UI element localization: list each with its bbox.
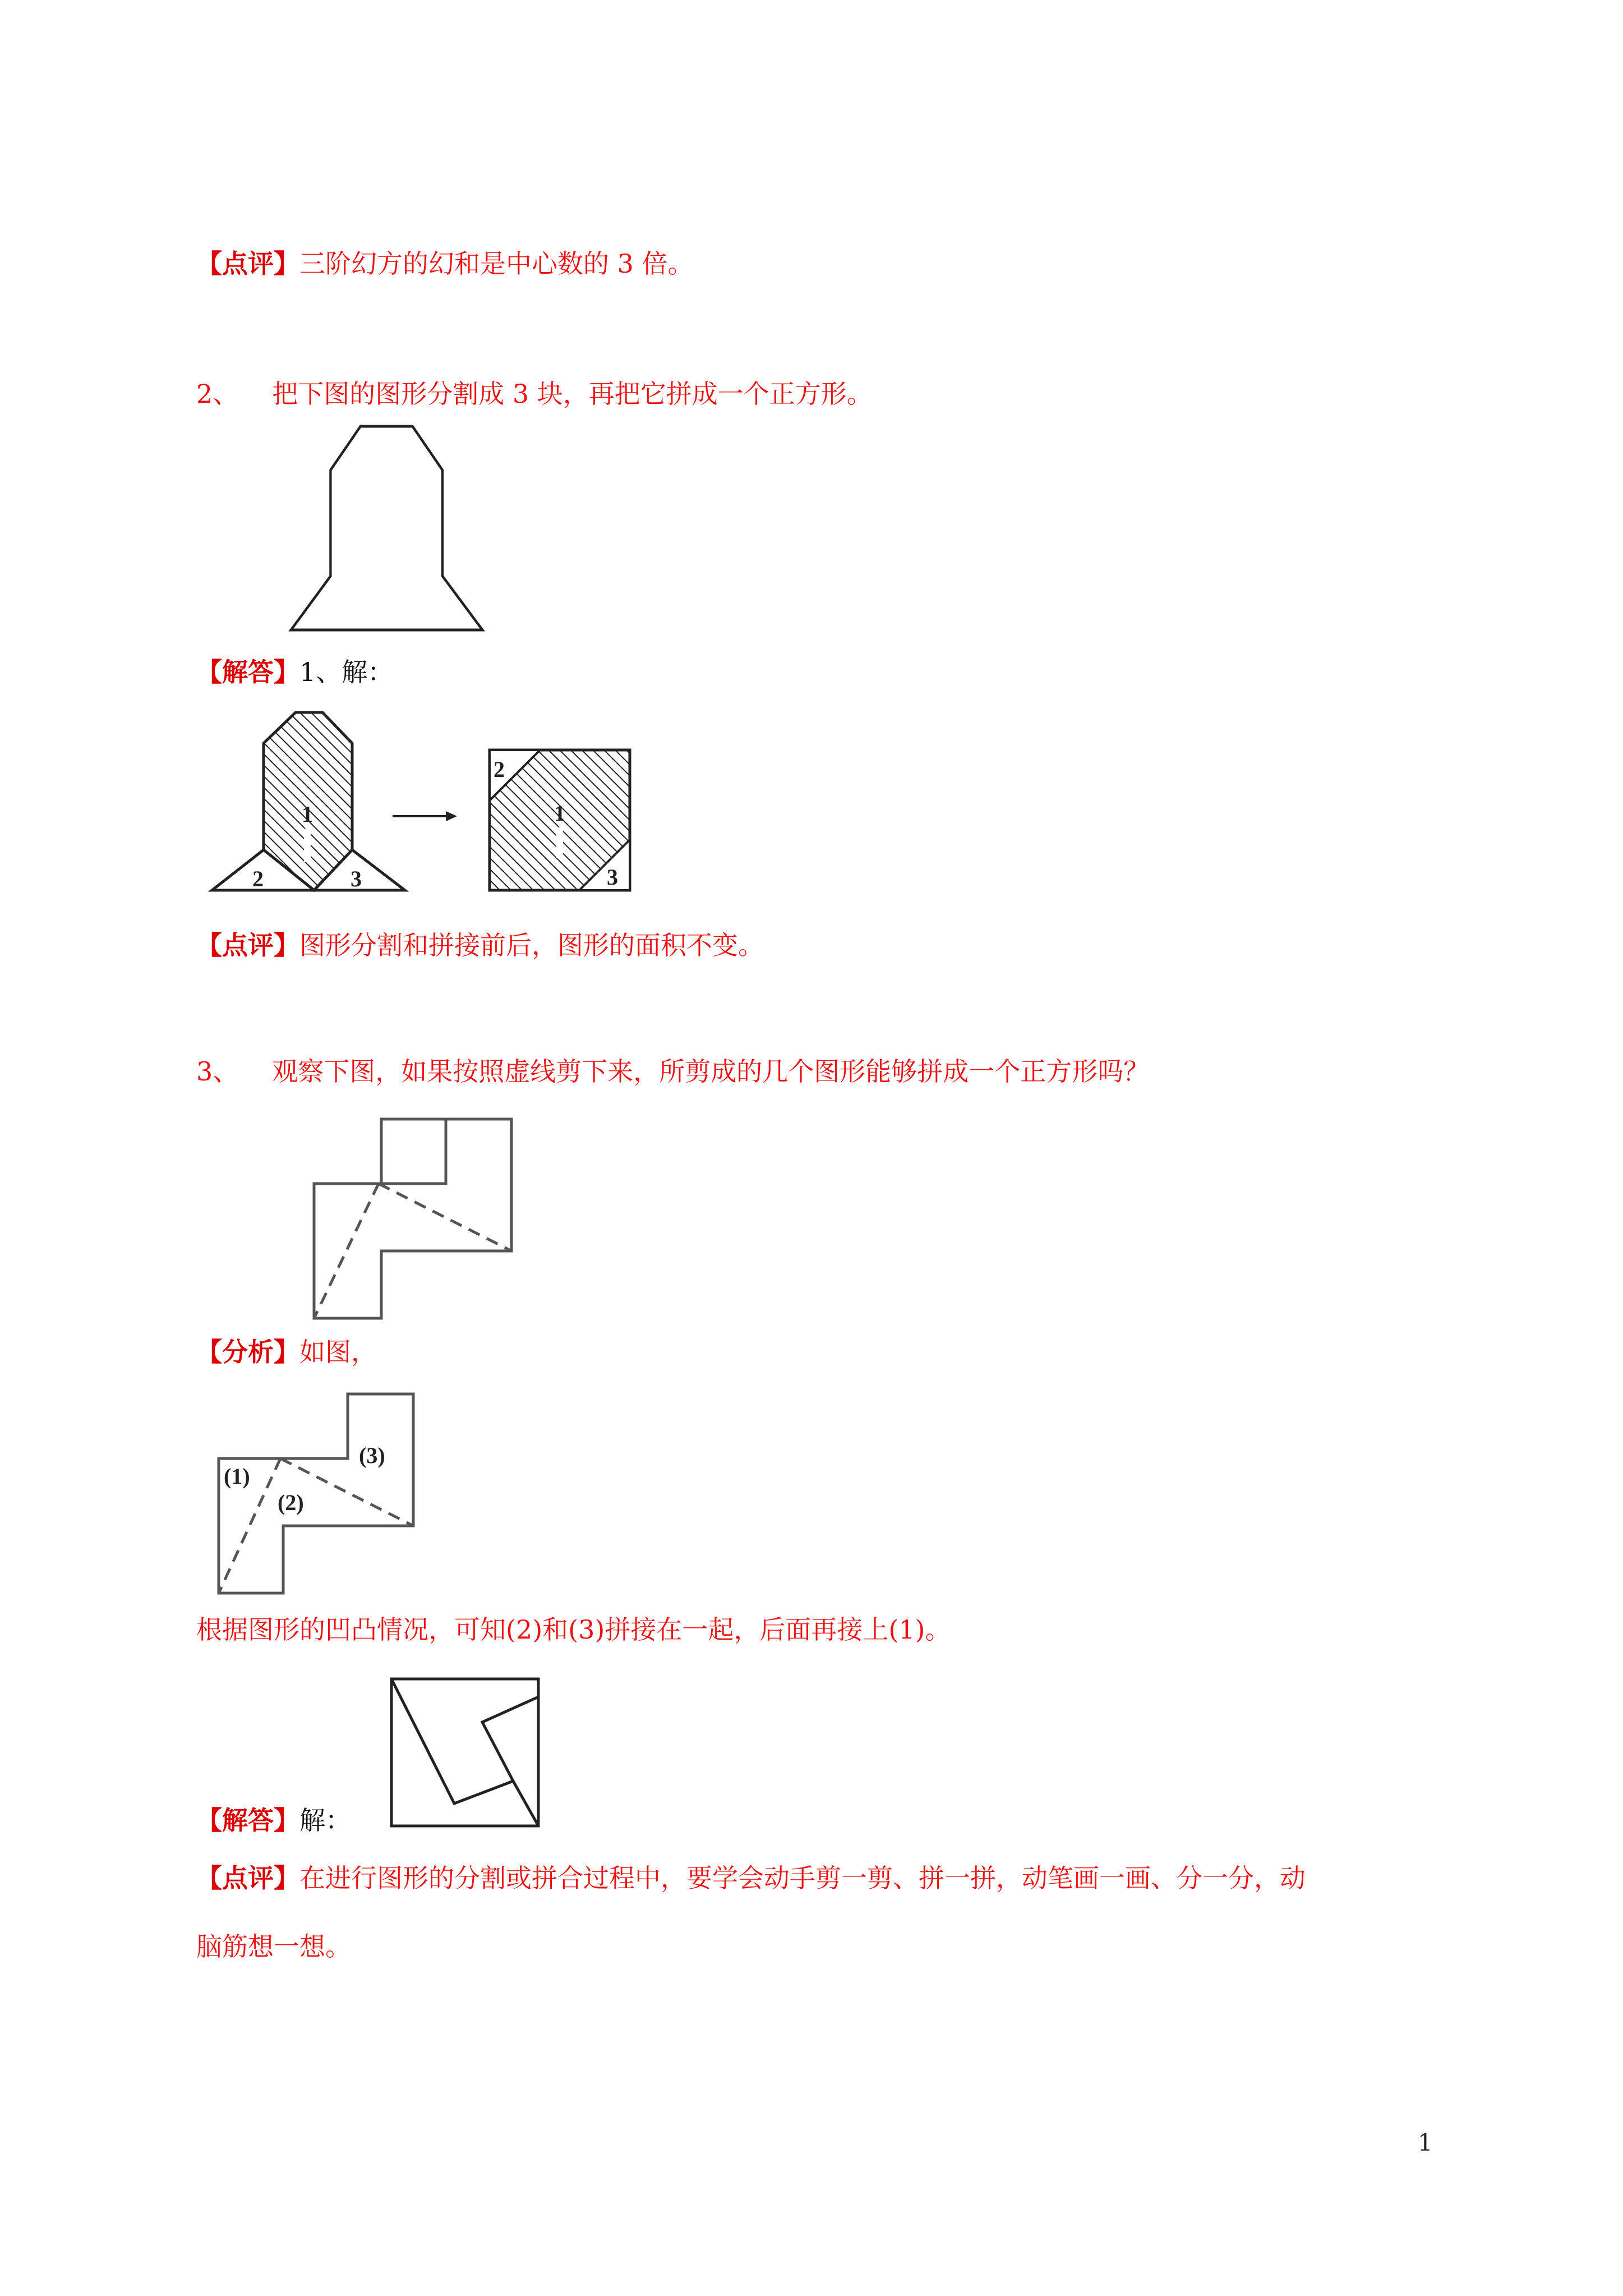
comment-line-q1	[196, 247, 694, 280]
labeled-pieces-figure	[216, 1391, 429, 1599]
question-number: 2、	[196, 379, 239, 409]
question-text: 观察下图，如果按照虚线剪下来，所剪成的几个图形能够拼成一个正方形吗？	[272, 1056, 1150, 1087]
comment-text: 三阶幻方的幻和是中心数的 3 倍。	[299, 249, 694, 279]
label-3-left: 3	[351, 866, 362, 891]
comment-line-q3-1	[196, 1861, 1306, 1895]
answer-line-q3	[196, 1803, 351, 1837]
analysis-text: 如图，	[299, 1337, 377, 1367]
answer-tag: 【解答】	[196, 1805, 299, 1835]
question-text: 把下图的图形分割成 3 块，再把它拼成一个正方形。	[272, 379, 873, 409]
comment-text-line1: 在进行图形的分割或拼合过程中，要学会动手剪一剪、拼一拼，动笔画一画、分一分，动	[299, 1863, 1306, 1893]
answer-text: 解：	[299, 1805, 351, 1835]
comment-text: 图形分割和拼接前后，图形的面积不变。	[299, 930, 764, 960]
piece-2-label: (2)	[278, 1490, 304, 1515]
answer-line-q2	[196, 655, 393, 689]
label-3-right: 3	[607, 864, 618, 890]
cut-shape-figure	[311, 1116, 524, 1324]
comment-tag: 【点评】	[196, 249, 299, 279]
comment-text-line2: 脑筋想一想。	[196, 1931, 351, 1962]
comment-tag: 【点评】	[196, 930, 299, 960]
piece-1-label: (1)	[224, 1464, 250, 1489]
label-1-right: 1	[554, 800, 565, 826]
comment-line-q3-2	[196, 1930, 351, 1963]
house-figure	[289, 426, 491, 628]
question-number: 3、	[196, 1056, 239, 1087]
piece-3-label: (3)	[359, 1443, 385, 1468]
question-3	[196, 1055, 1149, 1088]
analysis-line-q3	[196, 1335, 377, 1369]
answer-text: 1、解：	[299, 657, 394, 687]
comment-tag: 【点评】	[196, 1863, 299, 1893]
comment-line-q2	[196, 928, 764, 962]
analysis-tag: 【分析】	[196, 1337, 299, 1367]
question-2	[196, 377, 873, 411]
label-2-left: 2	[252, 866, 264, 891]
label-2-right: 2	[494, 757, 505, 782]
explanation-text: 根据图形的凹凸情况，可知(2)和(3)拼接在一起，后面再接上(1)。	[196, 1614, 951, 1645]
label-1-left: 1	[302, 802, 313, 827]
page-number: 1	[1418, 2129, 1433, 2156]
explanation-line-q3	[196, 1613, 951, 1646]
assembled-square-figure	[390, 1677, 541, 1829]
dissection-figure	[208, 710, 656, 895]
answer-tag: 【解答】	[196, 657, 299, 687]
